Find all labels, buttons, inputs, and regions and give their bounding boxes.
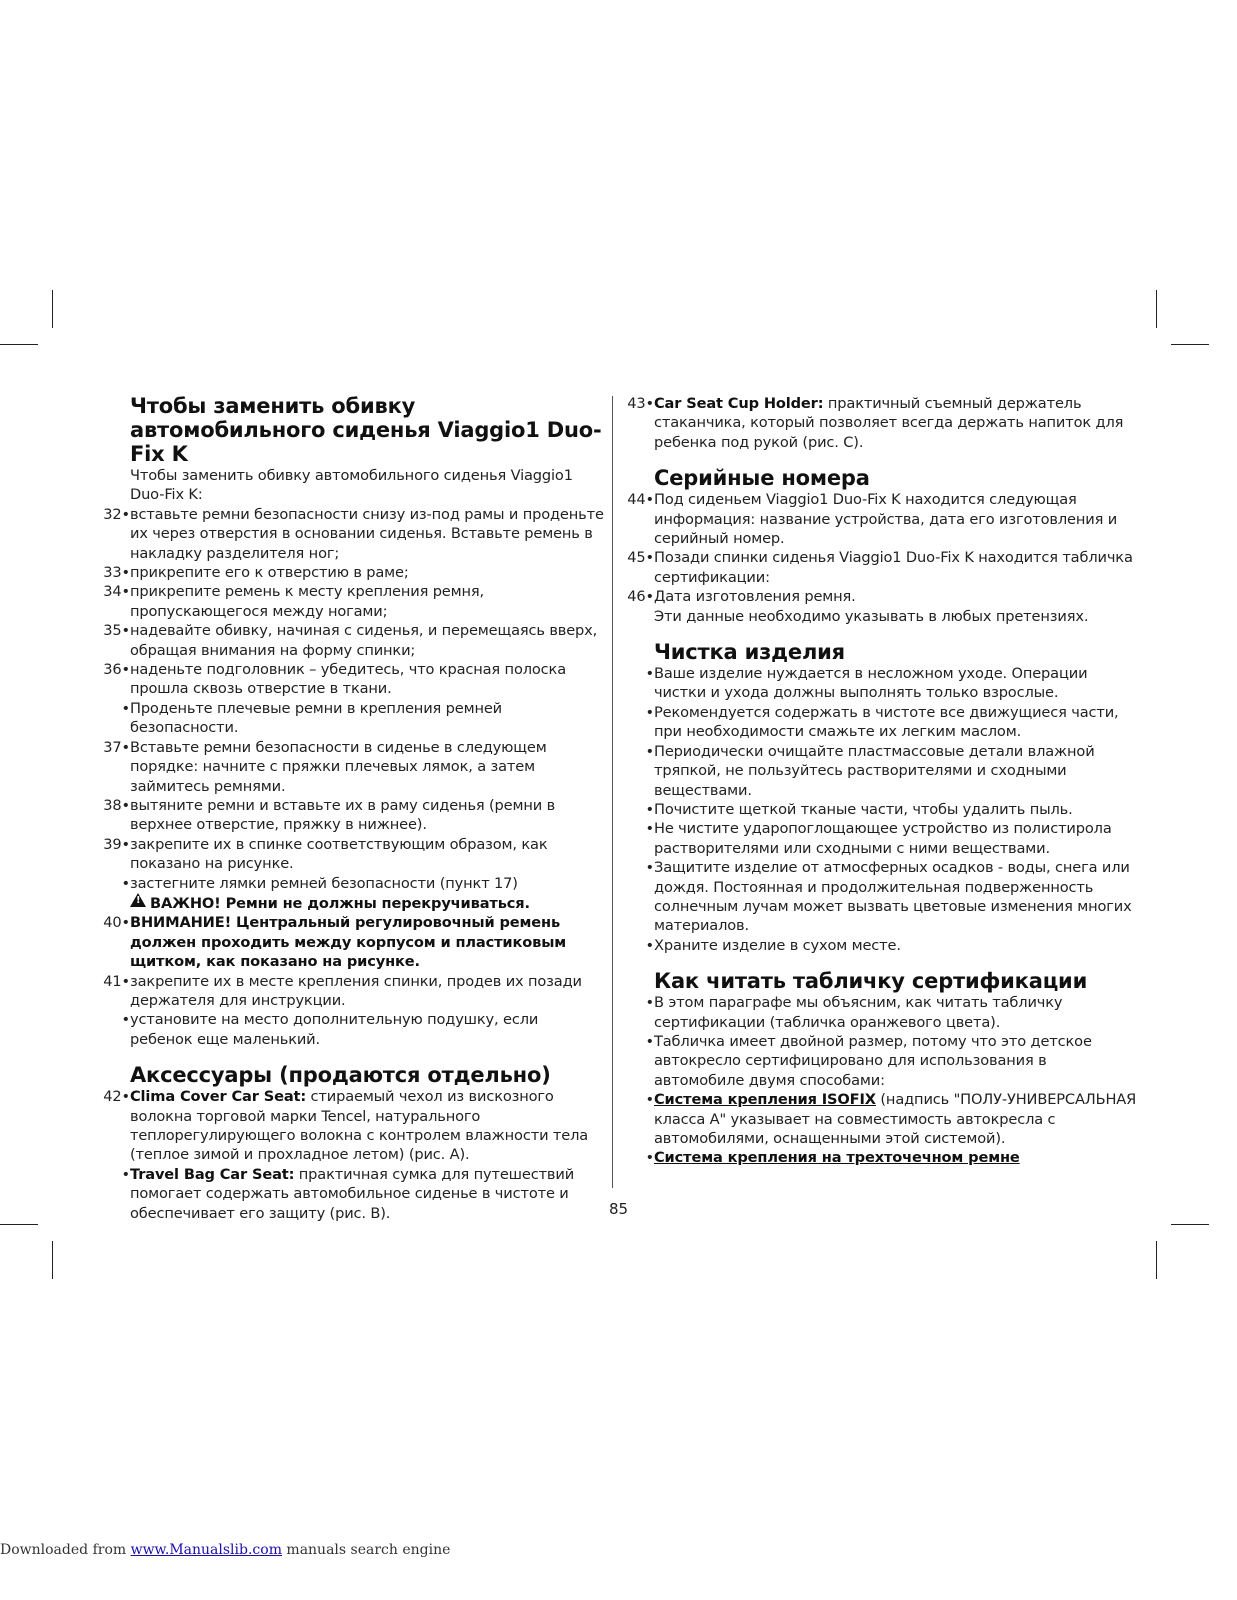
item-text: вытяните ремни и вставьте их в раму сиденья (ремни в верхнее отверстие, пряжку в нижнее). — [130, 796, 556, 834]
item-text: Проденьте плечевые ремни в крепления ремней безопасности. — [130, 699, 502, 737]
list-marker: 40• — [103, 914, 130, 932]
section-gap — [620, 626, 1140, 640]
section-heading: Как читать табличку сертификации — [654, 969, 1088, 994]
list-item — [96, 835, 604, 874]
list-marker: • — [645, 742, 654, 760]
section-gap — [620, 452, 1140, 466]
item-text: В этом параграфе мы объясним, как читать табличку сертификации (табличка оранжевого цвета). — [654, 994, 1063, 1031]
paragraph: Чтобы заменить обивку автомобильного сиденья Viaggio1 Duo-Fix K: — [130, 467, 573, 504]
list-marker: • — [121, 1011, 130, 1029]
manualslib-link[interactable]: www.Manualslib.com — [130, 1542, 282, 1558]
list-item — [96, 972, 604, 1011]
item-text: Защитите изделие от атмосферных осадков - воды, снега или дождя. Постоянная и продолжительная подверженность солнечным лучам может вызвать цветовые изменения многих материалов. — [654, 859, 1132, 935]
list-marker: 37• — [103, 738, 130, 756]
list-marker: 45• — [627, 549, 654, 567]
list-marker: 34• — [103, 583, 130, 601]
list-marker: 42• — [103, 1088, 130, 1106]
footer — [0, 1542, 450, 1558]
list-marker: 44• — [627, 491, 654, 509]
warning-text: ВАЖНО! Ремни не должны перекручиваться. — [150, 894, 530, 912]
list-item — [620, 490, 1140, 548]
item-text: наденьте подголовник – убедитесь, что красная полоска прошла сквозь отверстие в ткани. — [130, 661, 567, 698]
footer-prefix: Downloaded from — [0, 1542, 131, 1558]
list-marker: • — [645, 800, 654, 818]
warning-triangle-icon — [130, 893, 146, 907]
list-item — [96, 1010, 604, 1049]
warning-note — [96, 893, 604, 913]
crop-mark — [52, 1241, 53, 1279]
list-marker: • — [645, 1032, 654, 1050]
section-gap — [96, 1049, 604, 1063]
item-text: Вставьте ремни безопасности в сиденье в следующем порядке: начните с пряжки плечевых лямок, а затем займитесь ремнями. — [130, 738, 547, 795]
item-lead: Clima Cover Car Seat: — [130, 1088, 307, 1106]
item-text: Позади спинки сиденья Viaggio1 Duo-Fix K находится табличка сертификации: — [654, 549, 1133, 586]
item-text: Храните изделие в сухом месте. — [654, 936, 901, 954]
item-text-bold: ВНИМАНИЕ! Центральный регулировочный ремень должен проходить между корпусом и пластиковым щитком, как показано на рисунке. — [130, 914, 567, 971]
list-marker: • — [645, 665, 654, 683]
list-marker: • — [121, 699, 130, 717]
item-lead-underlined: Система крепления ISOFIX — [654, 1091, 876, 1109]
list-marker: • — [645, 1091, 654, 1109]
footer-suffix: manuals search engine — [281, 1542, 451, 1558]
item-lead: Car Seat Cup Holder: — [654, 395, 824, 412]
list-item — [96, 660, 604, 699]
item-text: Под сиденьем Viaggio1 Duo-Fix K находится следующая информация: название устройства, дата его изготовления и серийный номер. — [654, 491, 1118, 548]
list-item — [620, 703, 1140, 742]
list-item — [620, 394, 1140, 452]
item-text: практичный съемный держатель стаканчика, который позволяет всегда держать напиток для ребенка под рукой (рис. C). — [654, 395, 1124, 451]
item-text: прикрепите ремень к месту крепления ремня, пропускающегося между ногами; — [130, 583, 485, 620]
list-item — [620, 858, 1140, 936]
list-item — [620, 936, 1140, 955]
list-marker: • — [121, 874, 130, 892]
list-item — [620, 1090, 1140, 1148]
item-lead-underlined: Система крепления на трехточечном ремне — [654, 1149, 1020, 1167]
list-marker: • — [645, 859, 654, 877]
item-text: Рекомендуется содержать в чистоте все движущиеся части, при необходимости смажьте их легким маслом. — [654, 703, 1119, 741]
list-item — [620, 800, 1140, 819]
section-heading: Аксессуары (продаются отдельно) — [130, 1063, 551, 1088]
list-item — [620, 993, 1140, 1032]
list-item — [96, 738, 604, 796]
item-text: Периодически очищайте пластмассовые детали влажной тряпкой, не пользуйтесь растворителями и сходными веществами. — [654, 742, 1095, 799]
list-item — [620, 1148, 1140, 1167]
list-marker: 39• — [103, 835, 130, 853]
list-marker: • — [645, 936, 654, 954]
section-gap — [620, 955, 1140, 969]
item-text: стираемый чехол из вискозного волокна торговой марки Tencel, натурального теплорегулирующего волокна с контролем влажности тела (теплое зимой и прохладное летом) (рис. A). — [130, 1088, 589, 1164]
list-item — [620, 742, 1140, 800]
list-item — [96, 699, 604, 738]
list-marker: • — [121, 1165, 130, 1183]
item-text: (надпись "ПОЛУ-УНИВЕРСАЛЬНАЯ класса А" указывает на совместимость автокресла с автомобилями, оснащенными этой системой). — [654, 1091, 1137, 1147]
item-text: Почистите щеткой тканые части, чтобы удалить пыль. — [654, 800, 1073, 818]
item-text: Табличка имеет двойной размер, потому что это детское автокресло сертифицировано для использования в автомобиле двумя способами: — [654, 1032, 1092, 1089]
page-number: 85 — [608, 1200, 629, 1218]
left-column — [96, 394, 604, 1223]
list-marker: • — [645, 994, 654, 1012]
list-item — [620, 664, 1140, 703]
item-text: Ваше изделие нуждается в несложном уходе. Операции чистки и ухода должны выполнять только взрослые. — [654, 665, 1088, 702]
crop-mark — [1171, 344, 1209, 345]
list-marker: • — [645, 1149, 654, 1167]
item-lead: Travel Bag Car Seat: — [130, 1165, 295, 1183]
list-item — [96, 582, 604, 621]
list-item — [96, 621, 604, 660]
list-item — [96, 913, 604, 971]
list-item — [96, 796, 604, 835]
item-text: закрепите их в спинке соответствующим образом, как показано на рисунке. — [130, 835, 548, 873]
list-item — [96, 1087, 604, 1165]
paragraph: Эти данные необходимо указывать в любых претензиях. — [654, 607, 1089, 625]
list-item — [620, 1032, 1140, 1090]
list-marker: 36• — [103, 661, 130, 679]
list-marker: 41• — [103, 972, 130, 990]
item-text: прикрепите его к отверстию в раме; — [130, 564, 409, 582]
list-item — [96, 505, 604, 563]
list-marker: 46• — [627, 588, 654, 606]
item-text: закрепите их в месте крепления спинки, продев их позади держателя для инструкции. — [130, 972, 582, 1009]
crop-mark — [1156, 290, 1157, 328]
list-marker: 35• — [103, 622, 130, 640]
list-item — [620, 587, 1140, 606]
item-text: установите на место дополнительную подушку, если ребенок еще маленький. — [130, 1011, 539, 1048]
list-marker: 32• — [103, 505, 130, 523]
item-text: застегните лямки ремней безопасности (пункт 17) — [130, 874, 518, 892]
item-text: вставьте ремни безопасности снизу из-под рамы и проденьте их через отверстия в основании сиденья. Вставьте ремень в накладку разделителя ног; — [130, 505, 604, 562]
item-text: Не чистите ударопоглощающее устройство из полистирола растворителями или сходными с ними веществами. — [654, 820, 1112, 857]
crop-mark — [1171, 1224, 1209, 1225]
list-marker: • — [645, 703, 654, 721]
item-text: Дата изготовления ремня. — [654, 588, 856, 606]
list-marker: 43• — [627, 395, 654, 412]
list-marker: 38• — [103, 796, 130, 814]
list-item — [96, 874, 604, 893]
list-marker: 33• — [103, 564, 130, 582]
list-marker: • — [645, 820, 654, 838]
list-item — [620, 819, 1140, 858]
column-divider — [612, 396, 613, 1188]
crop-mark — [1156, 1241, 1157, 1279]
item-text: надевайте обивку, начиная с сиденья, и перемещаясь вверх, обращая внимания на форму спинки; — [130, 622, 598, 659]
section-heading: Чтобы заменить обивку автомобильного сиденья Viaggio1 Duo-Fix K — [130, 394, 602, 466]
crop-mark — [0, 1224, 38, 1225]
crop-mark — [0, 344, 38, 345]
right-column — [620, 394, 1140, 1168]
section-heading: Чистка изделия — [654, 640, 845, 665]
list-item — [96, 563, 604, 582]
crop-mark — [52, 290, 53, 328]
item-text: практичная сумка для путешествий помогает содержать автомобильное сиденье в чистоте и обеспечивает его защиту (рис. B). — [130, 1165, 575, 1222]
list-item — [620, 548, 1140, 587]
section-heading: Серийные номера — [654, 466, 870, 491]
